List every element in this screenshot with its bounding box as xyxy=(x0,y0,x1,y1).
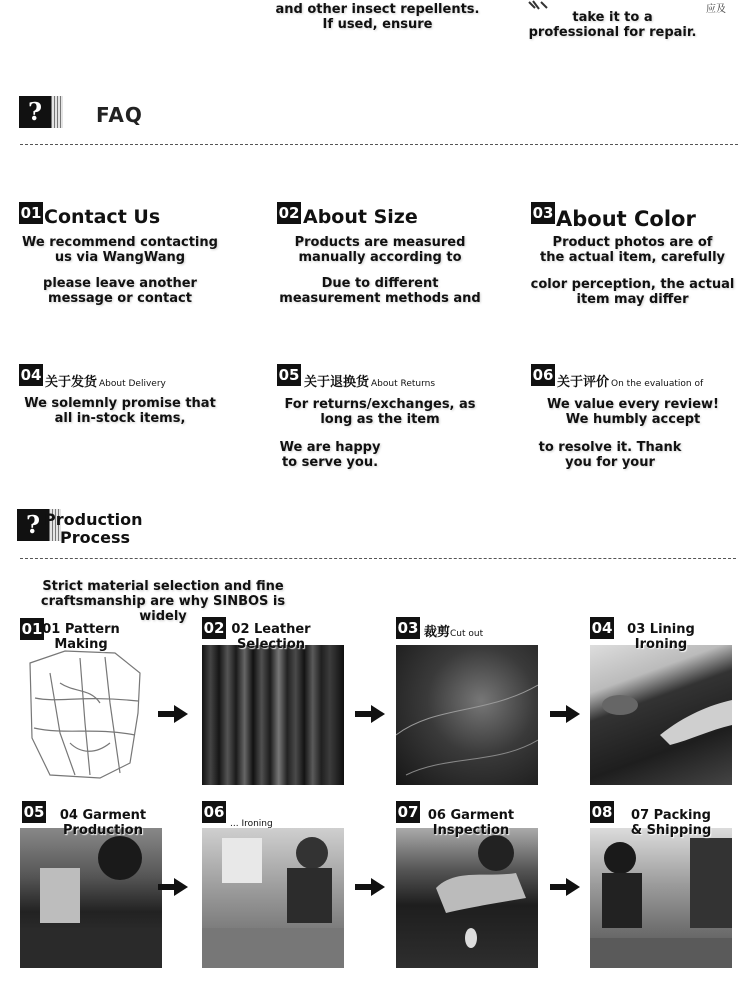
section-divider xyxy=(20,558,736,559)
step-number-badge: 02 xyxy=(203,619,225,637)
step-number-badge: 08 xyxy=(591,803,613,821)
step-label-cut-out: 裁剪Cut out xyxy=(424,625,484,640)
right-arrow-icon xyxy=(355,878,385,896)
step-photo-garment-inspection xyxy=(396,828,538,968)
faq-body-returns: For returns/exchanges, as long as the item xyxy=(284,397,476,427)
faq-number-badge: 03 xyxy=(532,204,554,222)
step-label-packing-shipping: 07 Packing & Shipping xyxy=(630,808,712,838)
right-arrow-icon xyxy=(355,705,385,723)
faq-title-color: About Color xyxy=(556,207,696,231)
step-number-badge: 01 xyxy=(21,620,43,638)
step-photo-leather-selection xyxy=(202,645,344,785)
faq-title-evaluation: 关于评价 On the evaluation of xyxy=(557,375,704,390)
repair-note-line: professional for repair. xyxy=(528,25,697,40)
faq-number-badge: 04 xyxy=(20,366,42,384)
step-photo-lining-ironing xyxy=(590,645,732,785)
faq-body-color: Product photos are of the actual item, carefully color perception, the actual item may differ xyxy=(530,235,735,307)
faq-title-size: About Size xyxy=(303,206,418,228)
step-photo-pattern-making xyxy=(20,643,162,783)
production-heading-line2: Process xyxy=(60,528,130,547)
production-intro: Strict material selection and fine craftsmanship are why SINBOS is widely xyxy=(40,579,286,624)
right-arrow-icon xyxy=(550,878,580,896)
care-note-text xyxy=(270,2,485,32)
faq-number-badge: 01 xyxy=(20,204,42,222)
faq-body-contact: We recommend contacting us via WangWang please leave another message or contact xyxy=(22,235,218,306)
faq-number-badge: 02 xyxy=(278,204,300,222)
step-label-garment-inspection: 06 Garment Inspection xyxy=(427,808,515,838)
step-number-badge: 03 xyxy=(397,619,419,637)
repair-note-text xyxy=(520,10,705,40)
faq-body-delivery: We solemnly promise that all in-stock items, xyxy=(24,396,216,426)
step-label-pattern-making: 01 Pattern Making xyxy=(42,622,120,652)
step-label-ironing: ... Ironing xyxy=(230,819,273,829)
repair-note-line: take it to a xyxy=(572,10,653,25)
step-label-garment-production: 04 Garment Production xyxy=(59,808,147,838)
step-label-leather-selection: 02 Leather Selection xyxy=(231,622,311,652)
step-number-badge: 04 xyxy=(591,619,613,637)
faq-number-badge: 06 xyxy=(532,366,554,384)
faq-number-badge: 05 xyxy=(278,366,300,384)
step-photo-cut-out xyxy=(396,645,538,785)
faq-body-size: Products are measured manually according to Due to different measurement methods and xyxy=(279,235,481,306)
step-photo-packing-shipping xyxy=(590,828,732,968)
step-number-badge: 07 xyxy=(397,803,419,821)
section-divider xyxy=(20,144,738,145)
right-arrow-icon xyxy=(158,705,188,723)
care-note-line: If used, ensure xyxy=(322,17,433,32)
faq-title-contact: Contact Us xyxy=(44,206,161,228)
faq-body-evaluation: We value every review! We humbly accept xyxy=(547,397,719,427)
question-mark-icon: ? xyxy=(17,509,61,541)
right-arrow-icon xyxy=(550,705,580,723)
faq-title-delivery: 关于发货 About Delivery xyxy=(45,375,166,390)
step-number-badge: 06 xyxy=(203,803,225,821)
faq-body-returns-closing: We are happy to serve you. xyxy=(279,440,381,470)
question-mark-icon: ? xyxy=(19,96,63,128)
faq-body-evaluation-closing: to resolve it. Thank you for your xyxy=(538,440,682,470)
step-photo-ironing xyxy=(202,828,344,968)
cropped-badge: 应及 xyxy=(706,4,726,15)
faq-title-returns: 关于退换货 About Returns xyxy=(304,375,436,390)
production-heading: Production xyxy=(44,510,143,529)
step-label-lining-ironing: 03 Lining Ironing xyxy=(627,622,695,652)
step-photo-garment-production xyxy=(20,828,162,968)
step-number-badge: 05 xyxy=(23,803,45,821)
faq-heading: FAQ xyxy=(96,103,143,127)
right-arrow-icon xyxy=(158,878,188,896)
care-note-line: and other insect repellents. xyxy=(275,2,480,17)
